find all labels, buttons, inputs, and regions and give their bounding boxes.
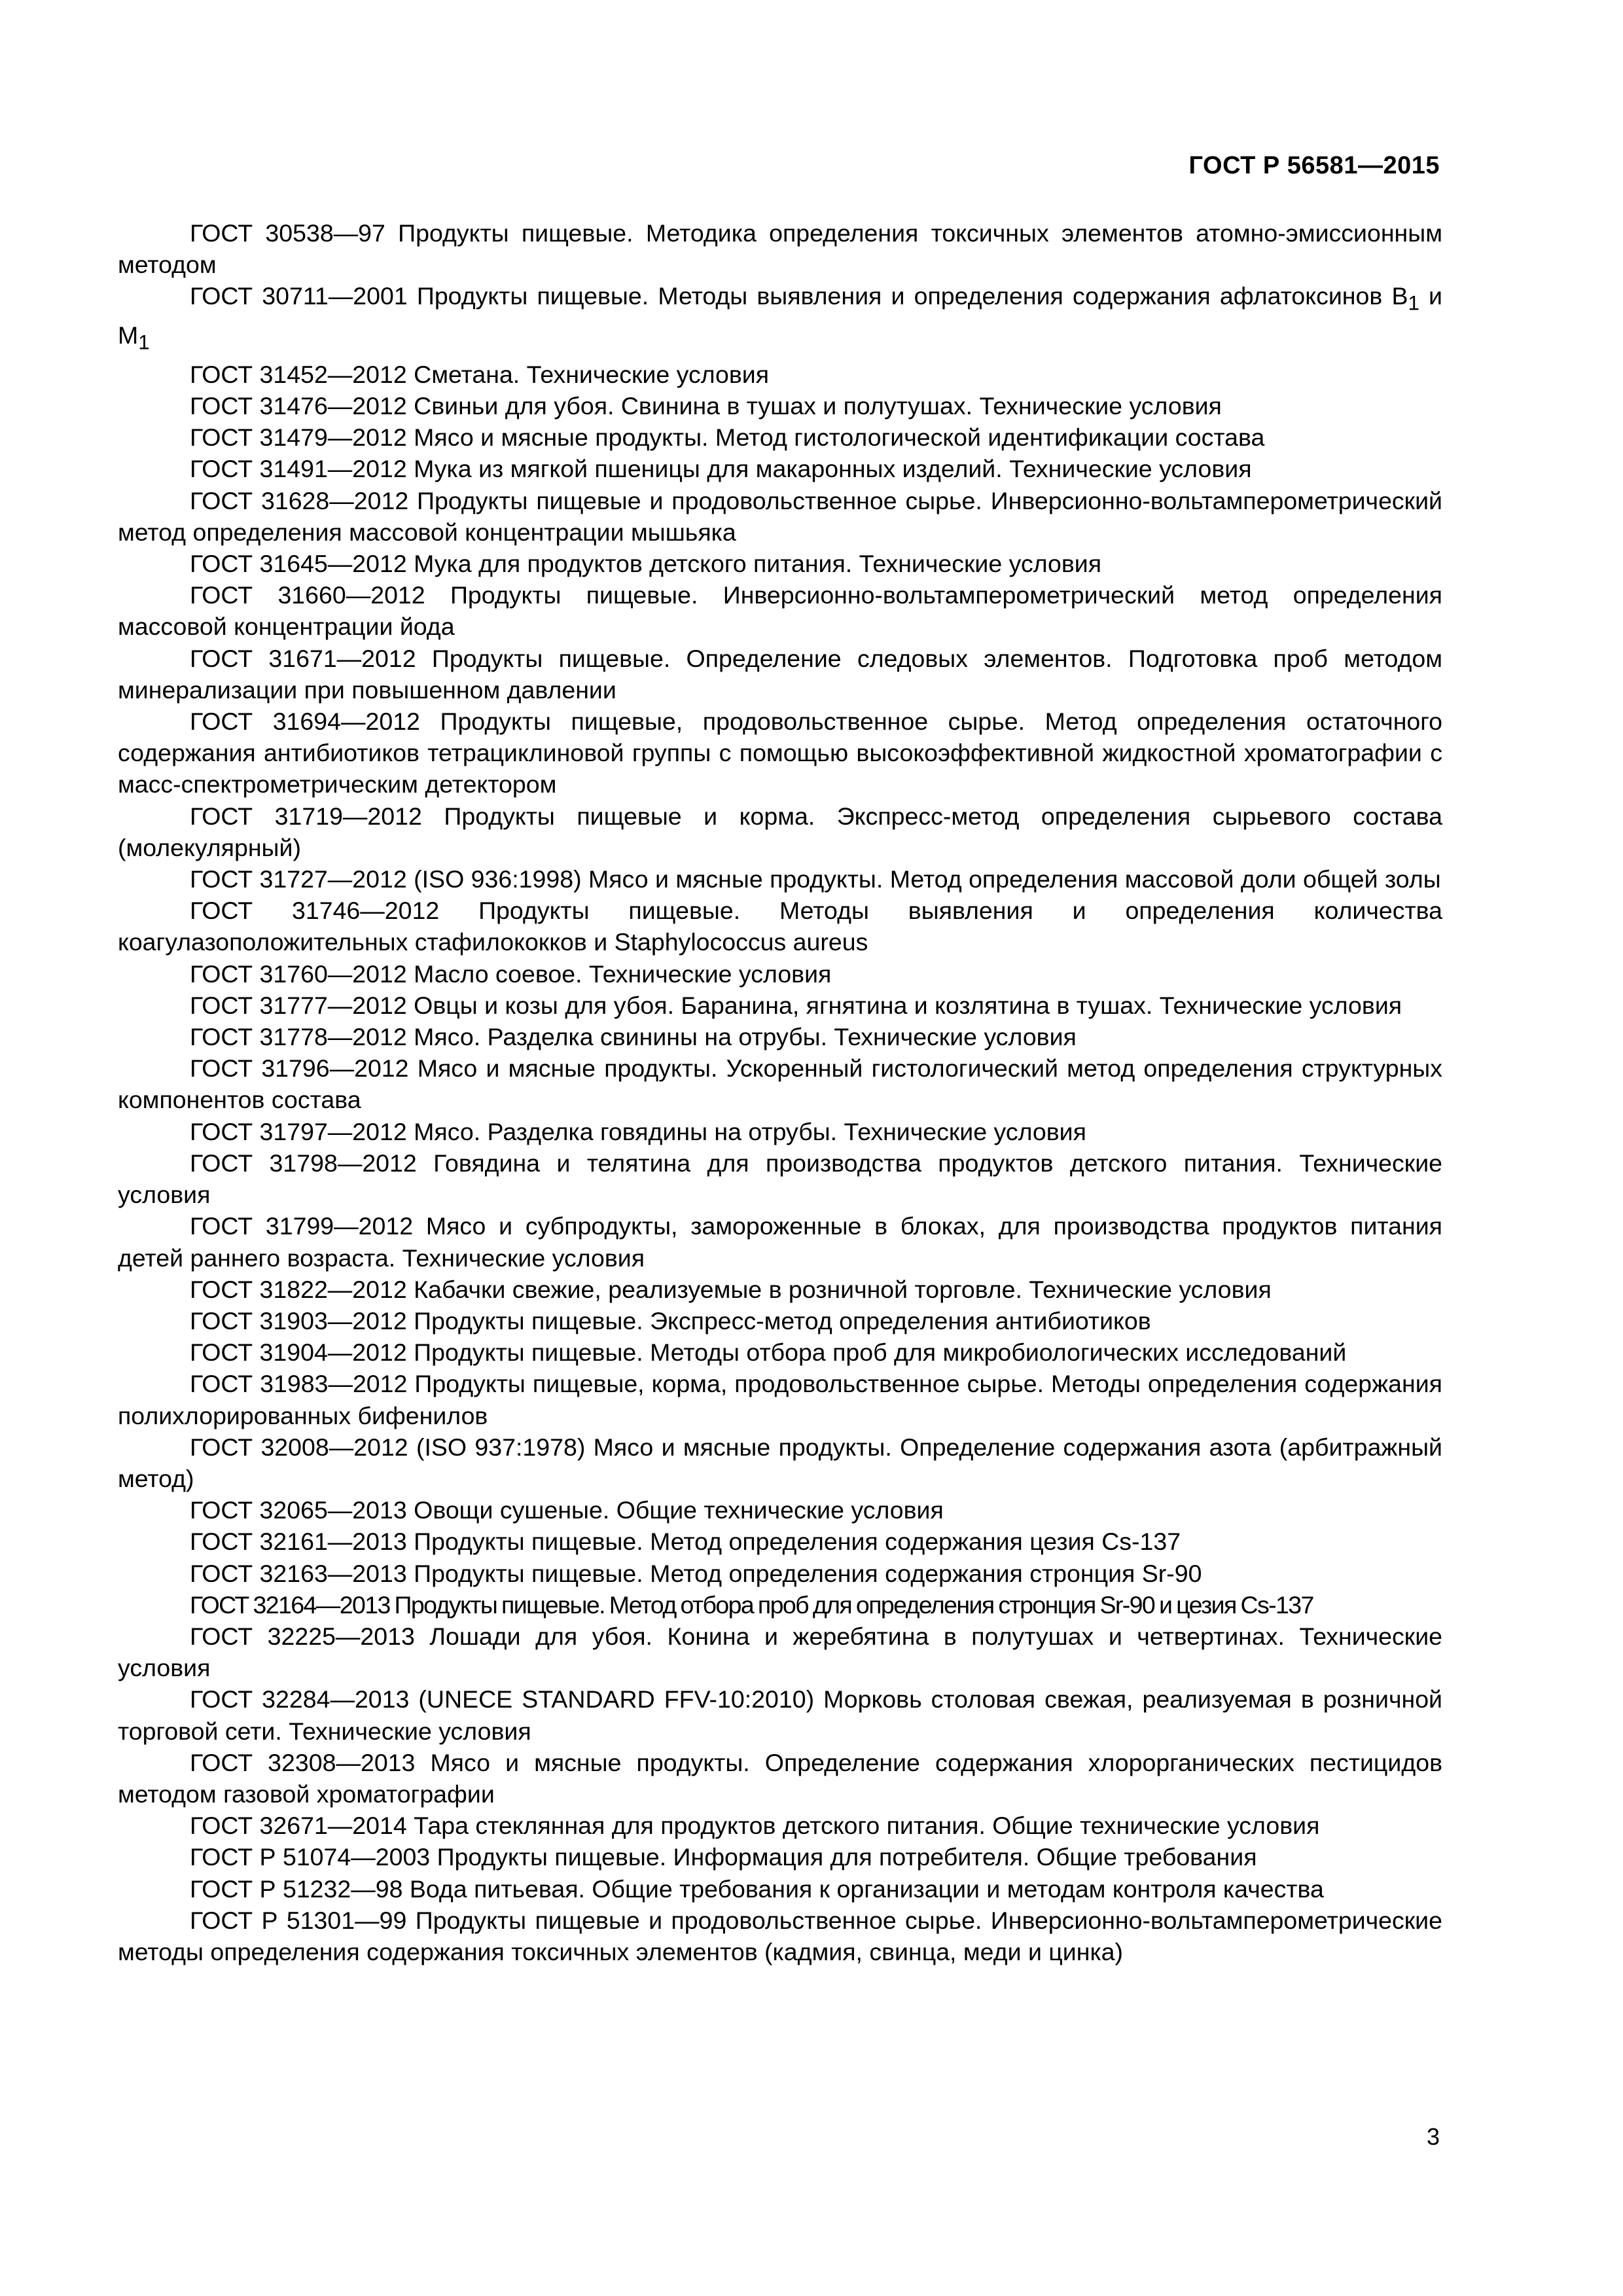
- reference-item: ГОСТ 31778—2012 Мясо. Разделка свинины на отрубы. Технические условия: [190, 1023, 1077, 1051]
- subscript: 1: [1408, 291, 1419, 315]
- reference-item: ГОСТ 32065—2013 Овощи сушеные. Общие технические условия: [190, 1496, 944, 1524]
- reference-item: ГОСТ 31694—2012 Продукты пищевые, продовольственное сырье. Метод определения остаточного содержания антибиотиков тетрациклиновой группы с помощью высокоэффективной жидкостной хроматографии с масс-спектрометрическим детектором: [118, 708, 1442, 798]
- subscript: 1: [138, 331, 150, 354]
- reference-item: ГОСТ 31719—2012 Продукты пищевые и корма. Экспресс-метод определения сырьевого состава (молекулярный): [118, 802, 1442, 861]
- reference-item: ГОСТ 31822—2012 Кабачки свежие, реализуемые в розничной торговле. Технические условия: [190, 1275, 1272, 1303]
- reference-item: ГОСТ Р 51301—99 Продукты пищевые и продовольственное сырье. Инверсионно-вольтамперометрические методы определения содержания токсичных элементов (кадмия, свинца, меди и цинка): [118, 1906, 1442, 1965]
- reference-item: ГОСТ 30538—97 Продукты пищевые. Методика определения токсичных элементов атомно-эмиссионным методом: [118, 219, 1442, 279]
- reference-text-mid: и M: [118, 282, 1442, 350]
- reference-list: [118, 217, 1442, 1967]
- reference-item: ГОСТ 31727—2012 (ISO 936:1998) Мясо и мясные продукты. Метод определения массовой доли общей золы: [190, 865, 1441, 893]
- reference-item: ГОСТ 31660—2012 Продукты пищевые. Инверсионно-вольтамперометрический метод определения массовой концентрации йода: [118, 581, 1442, 641]
- page-number: 3: [1426, 2123, 1440, 2150]
- reference-item: ГОСТ 32284—2013 (UNECE STANDARD FFV-10:2010) Морковь столовая свежая, реализуемая в розничной торговой сети. Технические условия: [118, 1685, 1442, 1745]
- reference-item: ГОСТ 31476—2012 Свиньи для убоя. Свинина в тушах и полутушах. Технические условия: [190, 392, 1222, 420]
- reference-item: ГОСТ 32164—2013 Продукты пищевые. Метод отбора проб для определения стронция Sr-90 и цезия Cs-137: [190, 1590, 1313, 1619]
- reference-item: [118, 280, 1442, 358]
- reference-item: ГОСТ 31628—2012 Продукты пищевые и продовольственное сырье. Инверсионно-вольтамперометрический метод определения массовой концентрации мышьяка: [118, 486, 1442, 546]
- reference-item: ГОСТ 32225—2013 Лошади для убоя. Конина и жеребятина в полутушах и четвертинах. Технические условия: [118, 1622, 1442, 1682]
- reference-item: ГОСТ 31797—2012 Мясо. Разделка говядины на отрубы. Технические условия: [190, 1117, 1086, 1145]
- reference-item: ГОСТ 31796—2012 Мясо и мясные продукты. Ускоренный гистологический метод определения структурных компонентов состава: [118, 1054, 1442, 1114]
- reference-item: ГОСТ 31798—2012 Говядина и телятина для производства продуктов детского питания. Технические условия: [118, 1149, 1442, 1209]
- reference-item: ГОСТ 31777—2012 Овцы и козы для убоя. Баранина, ягнятина и козлятина в тушах. Технические условия: [190, 991, 1402, 1019]
- reference-item: ГОСТ 31479—2012 Мясо и мясные продукты. Метод гистологической идентификации состава: [190, 423, 1265, 452]
- reference-item: ГОСТ 32163—2013 Продукты пищевые. Метод определения содержания стронция Sr-90: [190, 1559, 1202, 1587]
- reference-item: ГОСТ 32161—2013 Продукты пищевые. Метод определения содержания цезия Cs-137: [190, 1528, 1181, 1556]
- reference-item: ГОСТ 32008—2012 (ISO 937:1978) Мясо и мясные продукты. Определение содержания азота (арбитражный метод): [118, 1433, 1442, 1492]
- reference-item: ГОСТ 32308—2013 Мясо и мясные продукты. Определение содержания хлорорганических пестицидов методом газовой хроматографии: [118, 1748, 1442, 1808]
- reference-item: ГОСТ 31903—2012 Продукты пищевые. Экспресс-метод определения антибиотиков: [190, 1306, 1151, 1335]
- reference-item: ГОСТ 31491—2012 Мука из мягкой пшеницы для макаронных изделий. Технические условия: [190, 455, 1252, 483]
- reference-item: ГОСТ 32671—2014 Тара стеклянная для продуктов детского питания. Общие технические условия: [190, 1812, 1320, 1840]
- document-header: ГОСТ Р 56581—2015: [1188, 152, 1440, 179]
- reference-item: ГОСТ 31760—2012 Масло соевое. Технические условия: [190, 960, 832, 988]
- reference-text: ГОСТ 30711—2001 Продукты пищевые. Методы выявления и определения содержания афлатоксинов B: [190, 282, 1408, 310]
- reference-item: ГОСТ 31904—2012 Продукты пищевые. Методы отбора проб для микробиологических исследований: [190, 1338, 1347, 1367]
- reference-item: ГОСТ Р 51232—98 Вода питьевая. Общие требования к организации и методам контроля качества: [190, 1874, 1324, 1903]
- reference-item: ГОСТ 31746—2012 Продукты пищевые. Методы выявления и определения количества коагулазоположительных стафилококков и Staphylococcus aureus: [118, 897, 1442, 956]
- reference-item: ГОСТ 31671—2012 Продукты пищевые. Определение следовых элементов. Подготовка проб методом минерализации при повышенном давлении: [118, 644, 1442, 704]
- reference-item: ГОСТ 31983—2012 Продукты пищевые, корма, продовольственное сырье. Методы определения содержания полихлорированных бифенилов: [118, 1370, 1442, 1429]
- reference-item: ГОСТ Р 51074—2003 Продукты пищевые. Информация для потребителя. Общие требования: [190, 1843, 1257, 1871]
- reference-item: ГОСТ 31452—2012 Сметана. Технические условия: [190, 360, 770, 388]
- reference-item: ГОСТ 31799—2012 Мясо и субпродукты, замороженные в блоках, для производства продуктов питания детей раннего возраста. Технические условия: [118, 1212, 1442, 1272]
- reference-item: ГОСТ 31645—2012 Мука для продуктов детского питания. Технические условия: [190, 550, 1102, 578]
